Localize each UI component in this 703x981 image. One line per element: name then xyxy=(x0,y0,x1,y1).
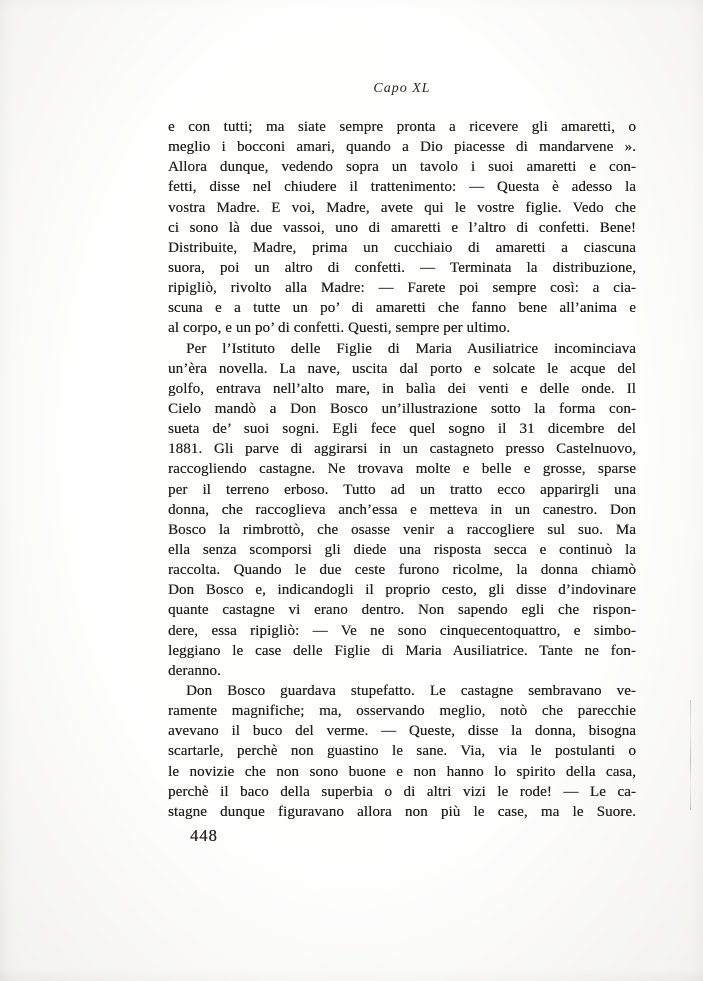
text-line: sueta de’ suoi sogni. Egli fece quel sogno il 31 dicembre del xyxy=(168,421,636,438)
text-line: Cielo mandò a Don Bosco un’illustrazione sotto la forma con- xyxy=(168,400,636,417)
text-line: al corpo, e un po’ di confetti. Questi, sempre per ultimo. xyxy=(168,320,511,337)
text-line: perchè il baco della superbia o di altri vizi le rode! — Le ca- xyxy=(168,783,636,800)
text-line: dere, essa ripigliò: — Ve ne sono cinquecentoquattro, e simbo- xyxy=(168,622,636,639)
page-number: 448 xyxy=(190,826,218,845)
text-line: fetti, disse nel chiudere il trattenimento: — Questa è adesso la xyxy=(168,179,636,196)
text-line: Bosco la rimbrottò, che osasse venir a raccogliere sul suo. Ma xyxy=(168,521,636,538)
text-line: ramente magnifiche; ma, osservando meglio, notò che parecchie xyxy=(168,703,636,720)
text-line: ci sono là due vassoi, uno di amaretti e l’altro di confetti. Bene! xyxy=(168,219,636,236)
text-line: 1881. Gli parve di aggirarsi in un castagneto presso Castelnuovo, xyxy=(168,441,636,458)
text-line: avevano il buco del verme. — Queste, disse la donna, bisogna xyxy=(168,723,636,740)
text-line: deranno. xyxy=(168,662,221,679)
text-line: quante castagne vi erano dentro. Non sapendo egli che rispon- xyxy=(168,602,636,619)
text-line: ripigliò, rivolto alla Madre: — Farete poi sempre così: a cia- xyxy=(168,280,636,297)
text-line: Allora dunque, vedendo sopra un tavolo i suoi amaretti e con- xyxy=(168,159,636,176)
text-line: e con tutti; ma siate sempre pronta a ricevere gli amaretti, o xyxy=(168,119,636,135)
text-line: vostra Madre. E voi, Madre, avete qui le vostre figlie. Vedo che xyxy=(168,199,636,216)
text-line: Don Bosco e, indicandogli il proprio cesto, gli disse d’indovinare xyxy=(168,582,636,599)
text-line: Distribuite, Madre, prima un cucchiaio di amaretti a ciascuna xyxy=(168,239,636,256)
text-line: suora, poi un altro di confetti. — Terminata la distribuzione, xyxy=(168,259,636,276)
text-line: stagne dunque figuravano allora non più le case, ma le Suore. xyxy=(168,803,636,820)
text-line: leggiano le case delle Figlie di Maria Ausiliatrice. Tante ne fon- xyxy=(168,642,636,659)
text-line: donna, che raccoglieva anch’essa e metteva in un canestro. Don xyxy=(168,501,636,518)
text-line: scuna e a tutte un po’ di amaretti che fanno bene all’anima e xyxy=(168,300,636,317)
chapter-heading: Capo XL xyxy=(373,81,431,96)
scan-artifact xyxy=(690,700,691,810)
text-line: scartarle, perchè non guastino le sane. Via, via le postulanti o xyxy=(168,743,636,760)
text-line: ella senza scomporsi gli diede una risposta secca e continuò la xyxy=(168,541,636,558)
text-line: Per l’Istituto delle Figlie di Maria Ausiliatrice incominciava xyxy=(186,340,636,357)
text-line: golfo, entrava nell’alto mare, in balìa dei venti e delle onde. Il xyxy=(168,380,636,397)
text-line: Don Bosco guardava stupefatto. Le castagne sembravano ve- xyxy=(186,682,636,699)
text-line: per il terreno erboso. Tutto ad un tratto ecco apparirgli una xyxy=(168,481,636,498)
text-line: raccogliendo castagne. Ne trovava molte e belle e grosse, sparse xyxy=(168,461,636,478)
text-line: le novizie che non sono buone e non hanno lo spirito della casa, xyxy=(168,763,636,780)
text-line: un’èra novella. La nave, uscita dal porto e solcate le acque del xyxy=(168,360,636,377)
body-text xyxy=(168,117,636,822)
text-line: raccolta. Quando le due ceste furono ricolme, la donna chiamò xyxy=(168,562,636,579)
text-line: meglio i bocconi amari, quando a Dio piacesse di mandarvene ». xyxy=(168,139,636,156)
